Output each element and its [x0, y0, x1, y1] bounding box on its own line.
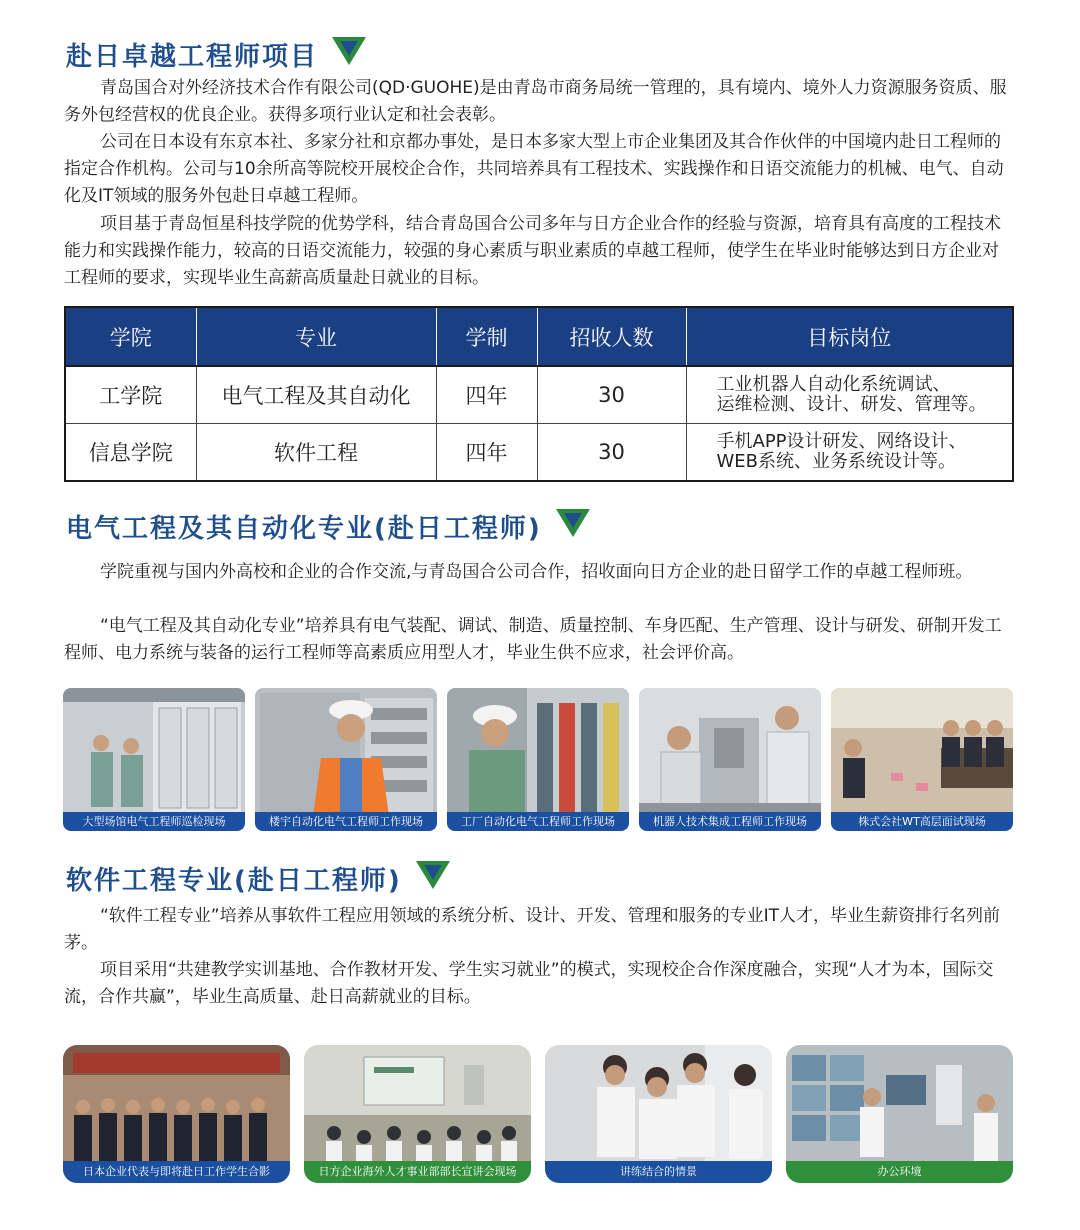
photo-robot-integration: [639, 688, 821, 831]
software-paragraph-2: 项目采用“共建教学实训基地、合作教材开发、学生实习就业”的模式，实现校企合作深度融合，实现“人才为本，国际交流，合作共赢”，毕业生高质量、赴日高薪就业的目标。: [64, 960, 994, 1007]
position-line: 工业机器人自动化系统调试、: [716, 374, 951, 395]
photo-interview: [831, 688, 1013, 831]
photo-caption: 日方企业海外人才事业部部长宣讲会现场: [304, 1161, 531, 1183]
electrical-paragraph-1: 学院重视与国内外高校和企业的合作交流,与青岛国合公司合作，招收面向日方企业的赴日留学工作的卓越工程师班。: [100, 562, 973, 582]
cell-target-position: [686, 424, 1013, 482]
cell-major: 软件工程: [196, 424, 436, 482]
cell-college: 工学院: [65, 366, 196, 424]
photo-office: [786, 1045, 1013, 1183]
photo-caption: 楼宇自动化电气工程师工作现场: [255, 812, 437, 831]
intro-paragraph-2: 公司在日本设有东京本社、多家分社和京都办事处，是日本多家大型上市企业集团及其合作伙伴的中国境内赴日工程师的指定合作机构。公司与10余所高等院校开展校企合作，共同培养具有工程技术、实践操作和日语交流能力的机械、电气、自动化及IT领域的服务外包赴日卓越工程师。: [64, 132, 1004, 206]
photo-caption: 机器人技术集成工程师工作现场: [639, 812, 821, 831]
software-photo-strip: [63, 1045, 1013, 1183]
photo-caption: 讲练结合的情景: [545, 1161, 772, 1183]
cell-enrollment: 30: [537, 366, 686, 424]
intro-paragraph-1: 青岛国合对外经济技术合作有限公司(QD·GUOHE)是由青岛市商务局统一管理的，具有境内、境外人力资源服务资质、服务外包经营权的优良企业。获得多项行业认定和社会表彰。: [64, 78, 1007, 125]
cell-major: 电气工程及其自动化: [196, 366, 436, 424]
section-title-text: 赴日卓越工程师项目: [66, 42, 319, 72]
intro-paragraph-3: 项目基于青岛恒星科技学院的优势学科，结合青岛国合公司多年与日方企业合作的经验与资源，培育具有高度的工程技术能力和实践操作能力，较高的日语交流能力，较强的身心素质与职业素质的卓越工程师，使学生在毕业时能够达到日方企业对工程师的要求，实现毕业生高薪高质量赴日就业的目标。: [64, 214, 1001, 288]
cell-duration: 四年: [436, 366, 537, 424]
section-title-text: 电气工程及其自动化专业(赴日工程师): [66, 514, 542, 544]
photo-caption: 日本企业代表与即将赴日工作学生合影: [63, 1161, 290, 1183]
photo-inspection: [63, 688, 245, 831]
double-triangle-icon: [416, 861, 450, 896]
position-line: 手机APP设计研发、网络设计、: [716, 431, 967, 452]
header-major: 专业: [196, 307, 436, 366]
header-college: 学院: [65, 307, 196, 366]
photo-practice: [545, 1045, 772, 1183]
header-duration: 学制: [436, 307, 537, 366]
software-paragraph-1: “软件工程专业”培养从事软件工程应用领域的系统分析、设计、开发、管理和服务的专业IT人才，毕业生薪资排行名列前茅。: [64, 906, 1001, 953]
cell-duration: 四年: [436, 424, 537, 482]
table-row: [65, 366, 1013, 424]
electrical-photo-strip: [63, 688, 1013, 831]
photo-caption: 工厂自动化电气工程师工作现场: [447, 812, 629, 831]
double-triangle-icon: [556, 509, 590, 544]
electrical-paragraph-2: “电气工程及其自动化专业”培养具有电气装配、调试、制造、质量控制、车身匹配、生产管理、设计与研发、研制开发工程师、电力系统与装备的运行工程师等高素质应用型人才，毕业生供不应求，社会评价高。: [64, 616, 1002, 663]
cell-enrollment: 30: [537, 424, 686, 482]
program-table: [64, 306, 1014, 482]
photo-building-automation: [255, 688, 437, 831]
double-triangle-icon: [332, 37, 366, 72]
header-target-position: 目标岗位: [686, 307, 1013, 366]
photo-lecture: [304, 1045, 531, 1183]
photo-group: [63, 1045, 290, 1183]
cell-college: 信息学院: [65, 424, 196, 482]
table-row: [65, 424, 1013, 482]
photo-caption: 办公环境: [786, 1161, 1013, 1183]
position-line: WEB系统、业务系统设计等。: [716, 451, 957, 472]
section-title-project: [66, 36, 366, 73]
section-title-software: [66, 860, 450, 897]
photo-caption: 株式会社WT高层面试现场: [831, 812, 1013, 831]
position-line: 运维检测、设计、研发、管理等。: [716, 394, 987, 415]
section-title-text: 软件工程专业(赴日工程师): [66, 866, 402, 896]
photo-factory-automation: [447, 688, 629, 831]
section-title-electrical: [66, 508, 590, 545]
header-enrollment: 招收人数: [537, 307, 686, 366]
photo-caption: 大型场馆电气工程师巡检现场: [63, 812, 245, 831]
table-header-row: [65, 307, 1013, 366]
cell-target-position: [686, 366, 1013, 424]
